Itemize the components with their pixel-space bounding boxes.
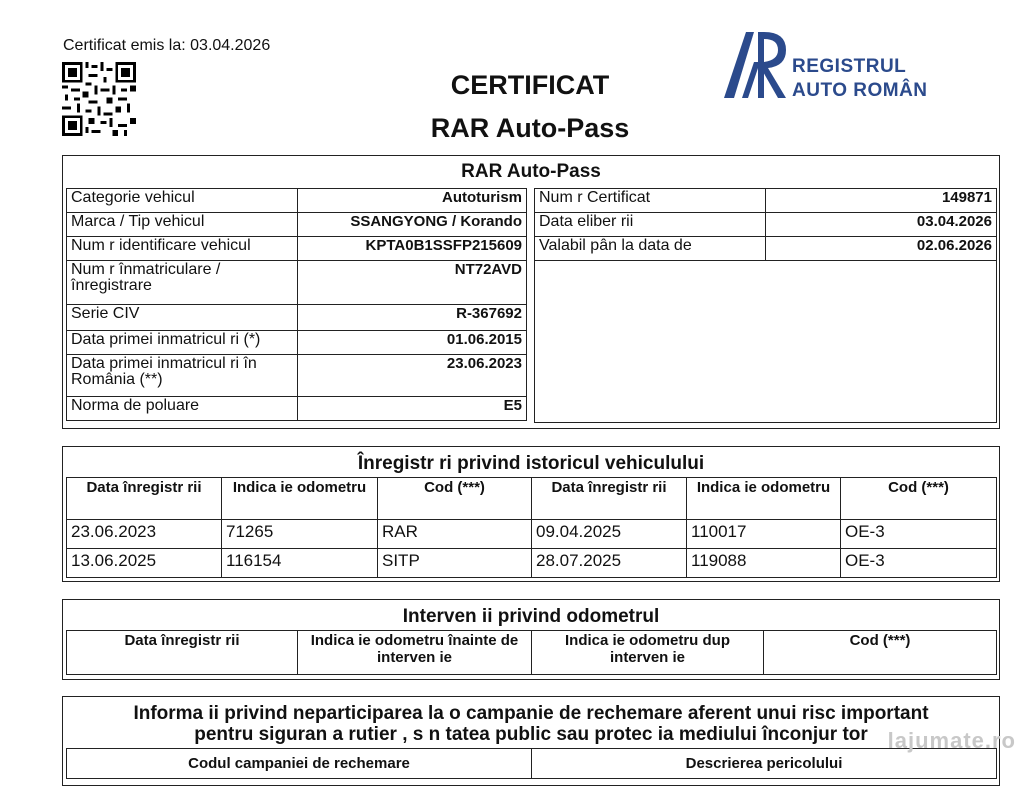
table-row bbox=[67, 520, 997, 549]
history-cell: SITP bbox=[378, 549, 532, 578]
certificate-label: Data eliber rii bbox=[535, 213, 766, 237]
history-header-odometer: Indica ie odometru bbox=[222, 478, 378, 520]
odometer-header-date: Data înregistr rii bbox=[67, 631, 298, 675]
certificate-value: 149871 bbox=[766, 189, 997, 213]
certificate-value: 03.04.2026 bbox=[766, 213, 997, 237]
certificate-subtitle: RAR Auto-Pass bbox=[430, 113, 630, 143]
odometer-header-before: Indica ie odometru înainte de interven ie bbox=[298, 631, 532, 675]
history-cell: OE-3 bbox=[841, 520, 997, 549]
vehicle-section-title: RAR Auto-Pass bbox=[461, 161, 601, 182]
history-cell: RAR bbox=[378, 520, 532, 549]
odometer-header-row bbox=[67, 631, 997, 675]
vehicle-label: Num r identificare vehicul bbox=[67, 237, 298, 261]
odometer-header-after: Indica ie odometru dup interven ie bbox=[532, 631, 764, 675]
certificate-label: Valabil pân la data de bbox=[535, 237, 766, 261]
rar-logo-icon bbox=[720, 26, 790, 102]
history-header-date: Data înregistr rii bbox=[67, 478, 222, 520]
vehicle-label: Data primei inmatricul ri în România (**) bbox=[67, 355, 298, 397]
history-header-code: Cod (***) bbox=[378, 478, 532, 520]
vehicle-value: E5 bbox=[298, 397, 527, 421]
history-cell: 119088 bbox=[687, 549, 841, 578]
recall-table bbox=[66, 748, 997, 779]
issue-date-text: Certificat emis la: 03.04.2026 bbox=[63, 37, 271, 54]
logo-text-line2: AUTO ROMÂN bbox=[792, 80, 928, 101]
history-header-date: Data înregistr rii bbox=[532, 478, 687, 520]
vehicle-label: Marca / Tip vehicul bbox=[67, 213, 298, 237]
recall-header-description: Descrierea pericolului bbox=[532, 749, 997, 779]
history-header-code: Cod (***) bbox=[841, 478, 997, 520]
history-table bbox=[66, 477, 997, 578]
vehicle-value: SSANGYONG / Korando bbox=[298, 213, 527, 237]
vehicle-value: KPTA0B1SSFP215609 bbox=[298, 237, 527, 261]
odometer-table bbox=[66, 630, 997, 675]
vehicle-label: Data primei inmatricul ri (*) bbox=[67, 331, 298, 355]
recall-title-line2: pentru siguran a rutier , s n tatea public sau protec ia mediului înconjur tor bbox=[194, 724, 868, 745]
history-cell: 71265 bbox=[222, 520, 378, 549]
history-header-row bbox=[67, 478, 997, 520]
certificate-table bbox=[534, 188, 997, 423]
vehicle-value: Autoturism bbox=[298, 189, 527, 213]
vehicle-value: R-367692 bbox=[298, 305, 527, 331]
odometer-section-title: Interven ii privind odometrul bbox=[402, 606, 660, 627]
vehicle-label: Num r înmatriculare / înregistrare bbox=[67, 261, 298, 305]
rar-logo bbox=[720, 26, 950, 102]
history-cell: 09.04.2025 bbox=[532, 520, 687, 549]
logo-text-line1: REGISTRUL bbox=[792, 56, 907, 77]
odometer-header-code: Cod (***) bbox=[764, 631, 997, 675]
history-cell: 110017 bbox=[687, 520, 841, 549]
certificate-empty-area bbox=[535, 261, 997, 423]
recall-title-line1: Informa ii privind neparticiparea la o campanie de rechemare aferent unui risc important bbox=[133, 703, 929, 724]
certificate-value: 02.06.2026 bbox=[766, 237, 997, 261]
history-cell: OE-3 bbox=[841, 549, 997, 578]
vehicle-label: Norma de poluare bbox=[67, 397, 298, 421]
history-header-odometer: Indica ie odometru bbox=[687, 478, 841, 520]
vehicle-label: Serie CIV bbox=[67, 305, 298, 331]
certificate-title: CERTIFICAT bbox=[450, 70, 610, 100]
recall-header-code: Codul campaniei de rechemare bbox=[67, 749, 532, 779]
watermark-text: lajumate.ro bbox=[887, 728, 1016, 753]
vehicle-value: 01.06.2015 bbox=[298, 331, 527, 355]
history-cell: 28.07.2025 bbox=[532, 549, 687, 578]
certificate-label: Num r Certificat bbox=[535, 189, 766, 213]
vehicle-table bbox=[66, 188, 527, 421]
vehicle-label: Categorie vehicul bbox=[67, 189, 298, 213]
table-row bbox=[67, 549, 997, 578]
history-cell: 23.06.2023 bbox=[67, 520, 222, 549]
vehicle-value: NT72AVD bbox=[298, 261, 527, 305]
history-cell: 13.06.2025 bbox=[67, 549, 222, 578]
vehicle-value: 23.06.2023 bbox=[298, 355, 527, 397]
history-cell: 116154 bbox=[222, 549, 378, 578]
history-section-title: Înregistr ri privind istoricul vehiculului bbox=[357, 453, 705, 474]
